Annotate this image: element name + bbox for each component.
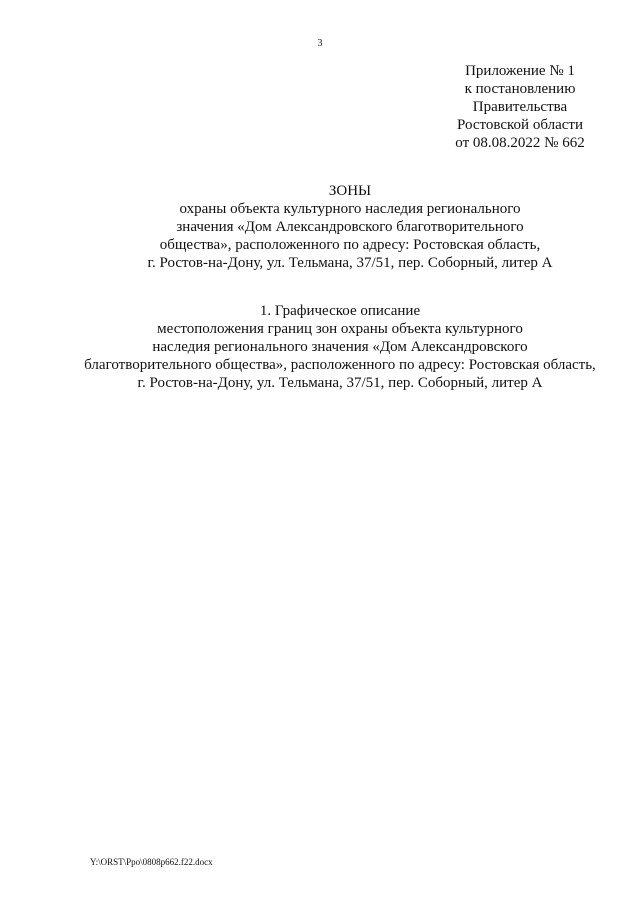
appendix-line: Ростовской области: [457, 117, 583, 133]
section-line: благотворительного общества», расположенного по адресу: Ростовская область,: [84, 357, 596, 373]
section-line: местоположения границ зон охраны объекта культурного: [157, 321, 523, 337]
title-heading: ЗОНЫ: [328, 183, 372, 199]
section-line: 1. Графическое описание: [259, 303, 421, 319]
appendix-line: от 08.08.2022 № 662: [455, 135, 585, 151]
appendix-header: [430, 62, 610, 152]
footer-file-path: Y:\ORST\Ppo\0808p662.f22.docx: [90, 857, 213, 867]
section-heading: [40, 302, 640, 392]
appendix-line: Правительства: [472, 99, 568, 115]
section-line: наследия регионального значения «Дом Александровского: [152, 339, 528, 355]
title-line: значения «Дом Александровского благотворительного: [176, 219, 524, 235]
title-line: охраны объекта культурного наследия регионального: [179, 201, 521, 217]
document-title: [60, 182, 640, 272]
title-line: г. Ростов-на-Дону, ул. Тельмана, 37/51, пер. Соборный, литер А: [147, 255, 553, 271]
appendix-line: к постановлению: [464, 81, 576, 97]
page-number: 3: [317, 38, 323, 49]
title-line: общества», расположенного по адресу: Ростовская область,: [159, 237, 541, 253]
section-line: г. Ростов-на-Дону, ул. Тельмана, 37/51, пер. Соборный, литер А: [137, 375, 543, 391]
appendix-line: Приложение № 1: [465, 63, 575, 79]
